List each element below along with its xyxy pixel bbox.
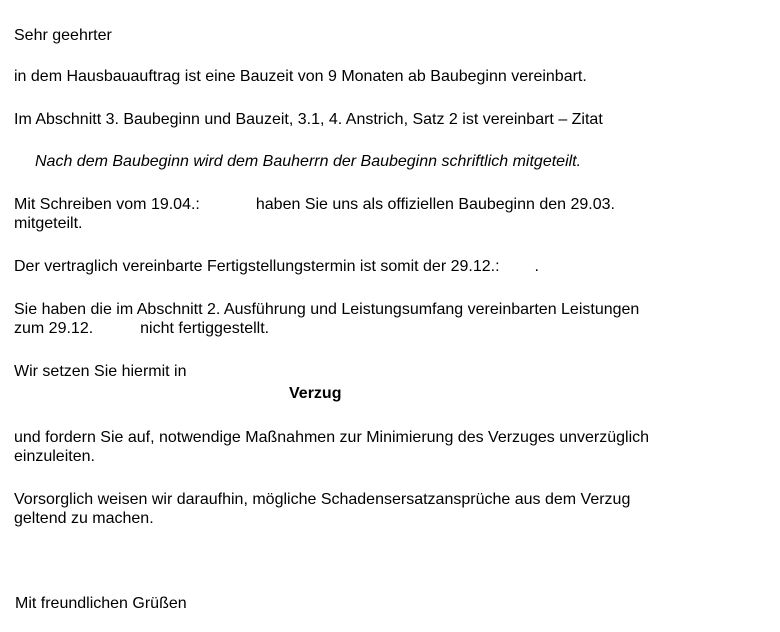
- paragraph-measures-line1: und fordern Sie auf, notwendige Maßnahmen zur Minimierung des Verzuges unverzüglich: [14, 429, 650, 446]
- start-notice-date: Mit Schreiben vom 19.04.:: [14, 196, 200, 213]
- paragraph-start-notice-line1: [14, 195, 615, 214]
- closing: Mit freundlichen Grüßen: [15, 595, 187, 612]
- paragraph-completion-date: [14, 257, 539, 276]
- paragraph-not-completed-line2: [14, 319, 269, 338]
- completion-date-period: .: [534, 258, 539, 275]
- emphasis-verzug: Verzug: [289, 385, 342, 402]
- paragraph-not-completed-line1: Sie haben die im Abschnitt 2. Ausführung und Leistungsumfang vereinbarten Leistungen: [14, 301, 640, 318]
- not-completed-date: zum 29.12.: [14, 320, 94, 337]
- paragraph-start-notice-line2: mitgeteilt.: [14, 215, 83, 232]
- paragraph-measures-line2: einzuleiten.: [14, 448, 95, 465]
- not-completed-text: nicht fertiggestellt.: [140, 320, 270, 337]
- quote: Nach dem Baubeginn wird dem Bauherrn der Baubeginn schriftlich mitgeteilt.: [35, 153, 582, 170]
- start-notice-rest: haben Sie uns als offiziellen Baubeginn den 29.03.: [255, 196, 615, 213]
- salutation: Sehr geehrter: [14, 27, 112, 44]
- completion-date-text: Der vertraglich vereinbarte Fertigstellungstermin ist somit der 29.12.:: [14, 258, 500, 275]
- paragraph-default-notice: Wir setzen Sie hiermit in: [14, 363, 187, 380]
- paragraph-construction-time: in dem Hausbauauftrag ist eine Bauzeit von 9 Monaten ab Baubeginn vereinbart.: [14, 68, 587, 85]
- paragraph-damages-line1: Vorsorglich weisen wir daraufhin, mögliche Schadensersatzansprüche aus dem Verzug: [14, 491, 631, 508]
- paragraph-damages-line2: geltend zu machen.: [14, 510, 154, 527]
- paragraph-contract-section: Im Abschnitt 3. Baubeginn und Bauzeit, 3.1, 4. Anstrich, Satz 2 ist vereinbart – Zitat: [14, 111, 603, 128]
